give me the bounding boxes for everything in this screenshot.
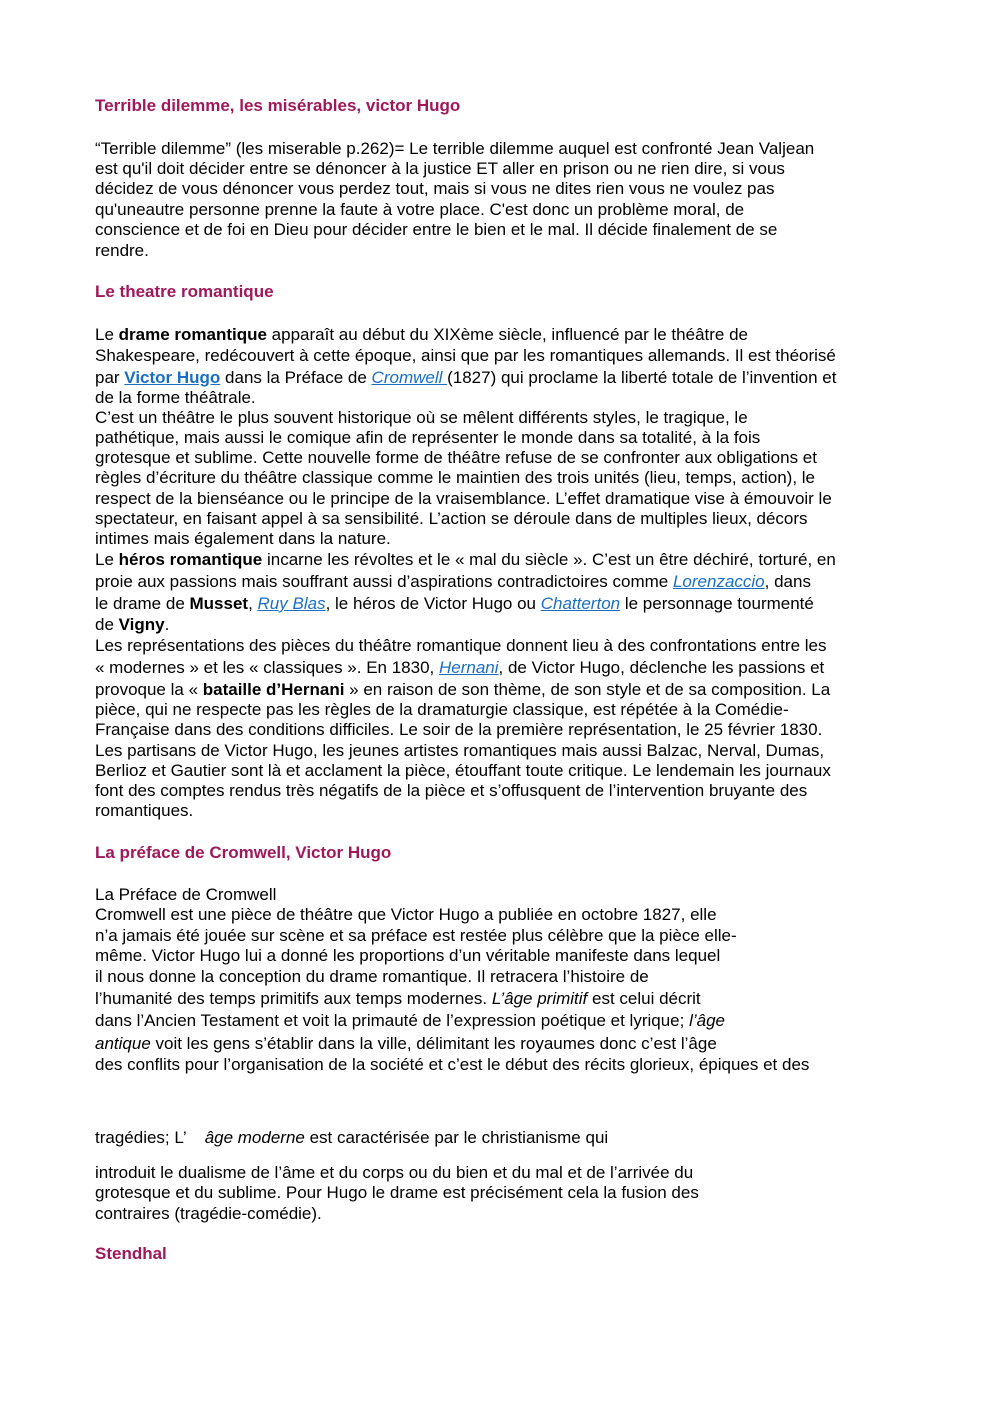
paragraph-line (95, 594, 814, 614)
paragraph-line: rendre. (95, 241, 149, 260)
paragraph-line: il nous donne la conception du drame romantique. Il retracera l’histoire de (95, 967, 649, 986)
text-run: Le (95, 325, 119, 344)
bold-term: Vigny (118, 615, 165, 634)
text-run: voit les gens s’établir dans la ville, délimitant les royaumes donc c’est l’âge (150, 1034, 717, 1053)
text-run: de (95, 615, 119, 634)
paragraph-line: qu'uneautre personne prenne la faute à votre place. C'est donc un problème moral, de (95, 200, 745, 219)
text-run: » en raison de son thème, de son style et de sa composition. La (344, 680, 831, 699)
text-run: . (164, 615, 170, 634)
paragraph-line: Les partisans de Victor Hugo, les jeunes artistes romantiques mais aussi Balzac, Nerval, Dumas, (95, 741, 825, 760)
text-run: , le héros de Victor Hugo ou (325, 594, 541, 613)
paragraph-line: font des comptes rendus très négatifs de la pièce et s’offusquent de l’intervention bruyante des (95, 781, 808, 800)
bold-term: héros romantique (118, 550, 263, 569)
paragraph-line: spectateur, en faisant appel à sa sensibilité. L’action se déroule dans de multiples lieux, décors (95, 509, 808, 528)
text-run: (1827) qui proclame la liberté totale de l’invention et (447, 368, 837, 387)
paragraph-line: de la forme théâtrale. (95, 388, 256, 407)
paragraph-line: conscience et de foi en Dieu pour décider entre le bien et le mal. Il décide finalement de se (95, 220, 778, 239)
paragraph-line: “Terrible dilemme” (les miserable p.262)= Le terrible dilemme auquel est confronté Jean Valjean (95, 139, 815, 158)
paragraph-line (95, 550, 836, 570)
link-hernani[interactable]: Hernani (438, 658, 499, 677)
paragraph-line (95, 989, 701, 1009)
text-run: est caractérisée par le christianisme qui (304, 1128, 609, 1147)
text-run: par (95, 368, 125, 387)
paragraph-line: Shakespeare, redécouvert à cette époque, ainsi que par les romantiques allemands. Il est théorisé (95, 346, 836, 365)
text-run: provoque la « (95, 680, 203, 699)
text-run: , dans (764, 572, 811, 591)
paragraph-line: même. Victor Hugo lui a donné les proportions d’un véritable manifeste dans lequel (95, 946, 721, 965)
paragraph-line: n’a jamais été jouée sur scène et sa préface est restée plus célèbre que la pièce elle- (95, 926, 737, 945)
italic-term: âge moderne (204, 1128, 305, 1147)
text-run: l’humanité des temps primitifs aux temps modernes. (95, 989, 492, 1008)
paragraph-line (95, 572, 811, 592)
paragraph-line: C’est un théâtre le plus souvent historique où se mêlent différents styles, le tragique, le (95, 408, 748, 427)
text-run: apparaît au début du XIXème siècle, influencé par le théâtre de (266, 325, 748, 344)
paragraph-line: pathétique, mais aussi le comique afin de représenter le monde dans sa totalité, à la fois (95, 428, 761, 447)
text-run: dans la Préface de (220, 368, 372, 387)
paragraph-line (95, 1034, 717, 1054)
section-heading-preface: La préface de Cromwell, Victor Hugo (95, 843, 392, 862)
text-run: est celui décrit (587, 989, 701, 1008)
text-run: Le (95, 550, 119, 569)
paragraph-line: pièce, qui ne respecte pas les règles de la dramaturgie classique, est répétée à la Comédie- (95, 700, 789, 719)
text-run: , de Victor Hugo, déclenche les passions et (498, 658, 825, 677)
link-victor-hugo[interactable]: Victor Hugo (124, 368, 221, 387)
paragraph-line: grotesque et sublime. Cette nouvelle forme de théâtre refuse de se confronter aux obligations et (95, 448, 817, 467)
link-chatterton[interactable]: Chatterton (540, 594, 621, 613)
paragraph-line: des conflits pour l’organisation de la société et c’est le début des récits glorieux, épiques et des (95, 1055, 810, 1074)
paragraph-line (95, 1011, 725, 1031)
link-lorenzaccio[interactable]: Lorenzaccio (672, 572, 765, 591)
paragraph-line: intimes mais également dans la nature. (95, 529, 391, 548)
paragraph-line: respect de la bienséance ou le principe de la vraisemblance. L’effet dramatique vise à émouvoir le (95, 489, 832, 508)
italic-term: l’âge (689, 1011, 726, 1030)
text-run: incarne les révoltes et le « mal du siècle ». C’est un être déchiré, torturé, en (262, 550, 836, 569)
paragraph-line: règles d’écriture du théâtre classique comme le maintien des trois unités (lieu, temps, action), le (95, 468, 816, 487)
paragraph-line (95, 680, 830, 700)
paragraph-line (95, 1128, 608, 1148)
bold-term: drame romantique (118, 325, 267, 344)
link-cromwell[interactable]: Cromwell (371, 368, 448, 387)
text-run: dans l’Ancien Testament et voit la primauté de l’expression poétique et lyrique; (95, 1011, 690, 1030)
paragraph-line (95, 325, 748, 345)
text-run: le personnage tourmenté (620, 594, 814, 613)
paragraph-line: La Préface de Cromwell (95, 885, 277, 904)
link-ruy-blas[interactable]: Ruy Blas (257, 594, 326, 613)
section-heading-dilemme: Terrible dilemme, les misérables, victor Hugo (95, 96, 461, 115)
bold-term: bataille d’Hernani (202, 680, 345, 699)
paragraph-line: contraires (tragédie-comédie). (95, 1204, 322, 1223)
paragraph-line: décidez de vous dénoncer vous perdez tout, mais si vous ne dites rien vous ne voulez pas (95, 179, 775, 198)
section-heading-theatre: Le theatre romantique (95, 282, 274, 301)
italic-term: antique (95, 1034, 151, 1053)
paragraph-line (95, 658, 824, 678)
paragraph-line: grotesque et du sublime. Pour Hugo le drame est précisément cela la fusion des (95, 1183, 699, 1202)
paragraph-line: romantiques. (95, 801, 194, 820)
italic-term: L’âge primitif (491, 989, 588, 1008)
paragraph-line (95, 615, 169, 635)
text-run: « modernes » et les « classiques ». En 1830, (95, 658, 439, 677)
paragraph-line (95, 368, 836, 388)
text-run: , (248, 594, 258, 613)
paragraph-line: Les représentations des pièces du théâtre romantique donnent lieu à des confrontations entre les (95, 636, 827, 655)
paragraph-line: introduit le dualisme de l’âme et du corps ou du bien et du mal et de l’arrivée du (95, 1163, 694, 1182)
text-run: proie aux passions mais souffrant aussi d’aspirations contradictoires comme (95, 572, 673, 591)
paragraph-line: Cromwell est une pièce de théâtre que Victor Hugo a publiée en octobre 1827, elle (95, 905, 717, 924)
paragraph-line: est qu'il doit décider entre se dénoncer à la justice ET aller en prison ou ne rien dire, si vous (95, 159, 785, 178)
section-heading-stendhal: Stendhal (95, 1244, 167, 1263)
text-run: le drame de (95, 594, 190, 613)
paragraph-line: Berlioz et Gautier sont là et acclament la pièce, étouffant toute critique. Le lendemain les journaux (95, 761, 831, 780)
paragraph-line: Française dans des conditions difficiles. Le soir de la première représentation, le 25 février 1830. (95, 720, 823, 739)
text-run: tragédies; L’ (95, 1128, 187, 1147)
bold-term: Musset (189, 594, 249, 613)
